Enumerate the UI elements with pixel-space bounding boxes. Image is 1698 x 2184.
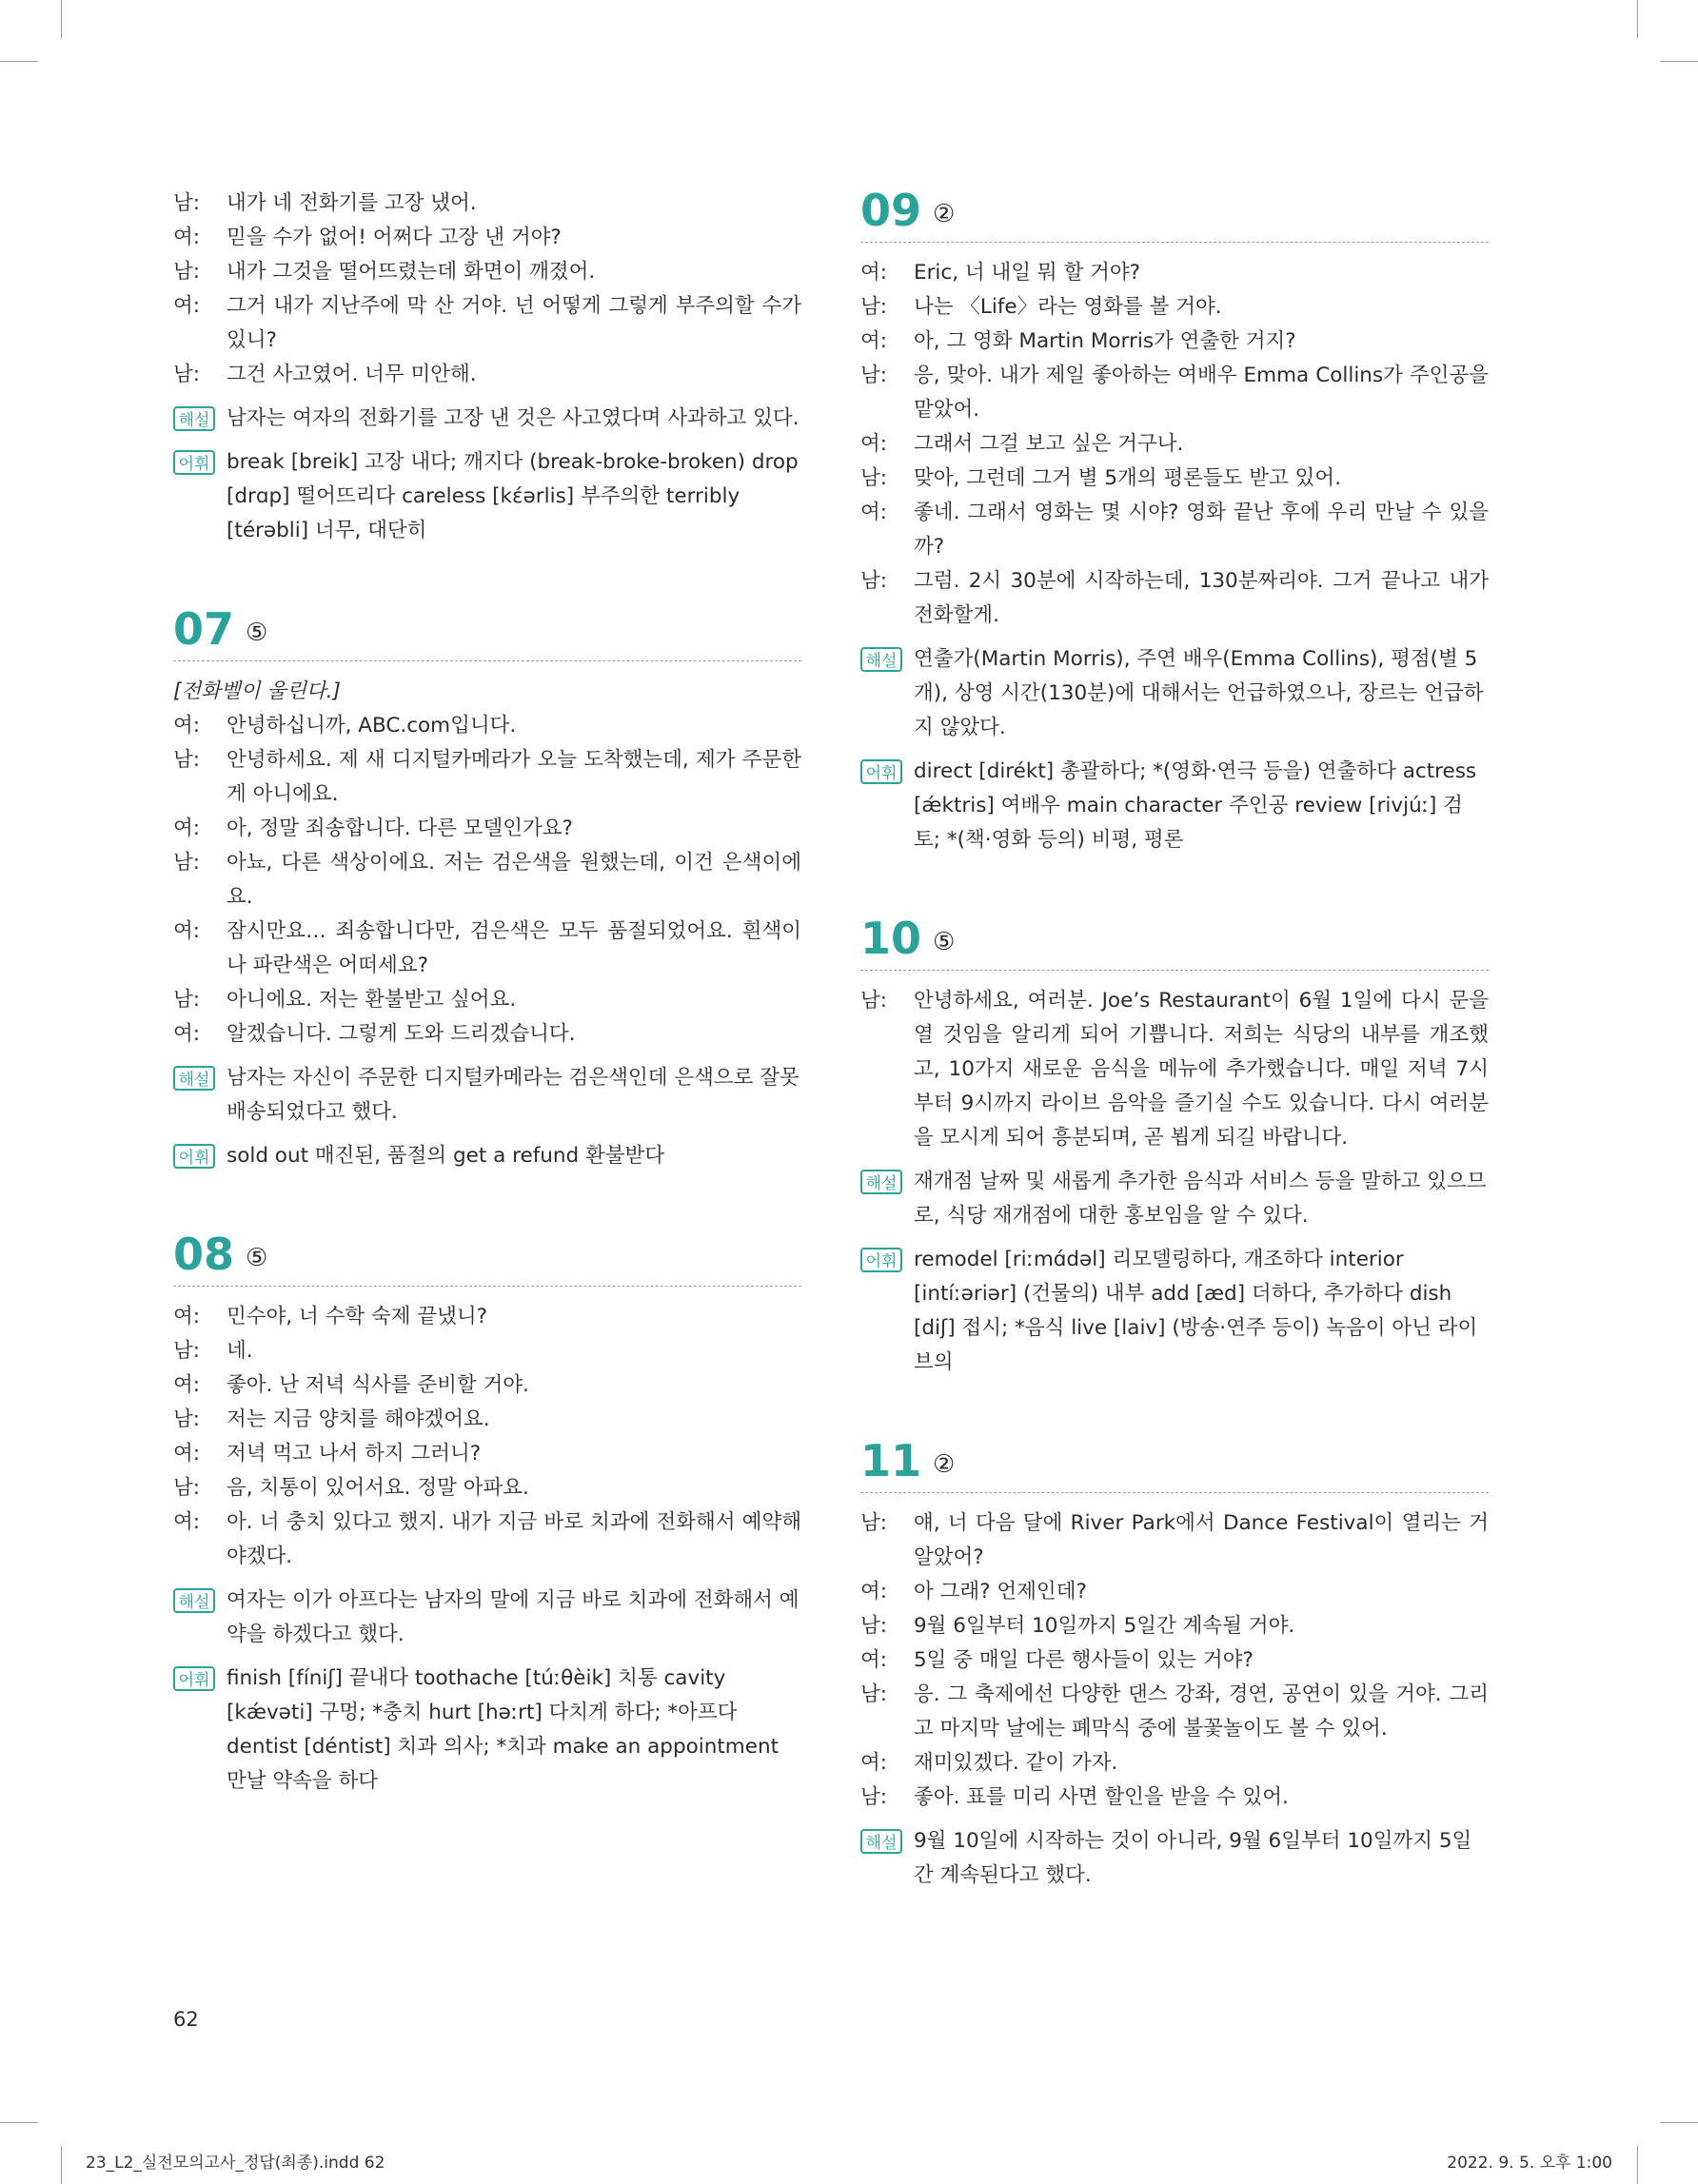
speaker-label: 남: bbox=[173, 260, 201, 284]
speaker-label: 여: bbox=[173, 1510, 201, 1534]
left-column bbox=[173, 187, 801, 1799]
speaker-label: 남: bbox=[173, 748, 201, 772]
explanation-badge: 해설 bbox=[860, 1170, 902, 1194]
crop-mark bbox=[1637, 2146, 1638, 2184]
answer-mark: ⑤ bbox=[246, 1244, 268, 1272]
speaker-label: 여: bbox=[173, 1022, 201, 1046]
dialogue-text: 내가 네 전화기를 고장 냈어. bbox=[227, 191, 477, 215]
dialogue-line bbox=[173, 1368, 801, 1403]
question-08-notes bbox=[173, 1584, 801, 1799]
question-08-dialogue bbox=[173, 1300, 801, 1574]
dialogue-line bbox=[173, 187, 801, 221]
question-09-dialogue bbox=[860, 256, 1489, 633]
vocabulary-badge: 어휘 bbox=[173, 1666, 215, 1691]
page-number: 62 bbox=[173, 2008, 199, 2031]
explanation-badge: 해설 bbox=[173, 406, 215, 431]
vocabulary-note bbox=[173, 1662, 801, 1799]
explanation-badge: 해설 bbox=[173, 1588, 215, 1613]
dialogue-line bbox=[173, 846, 801, 915]
question-10-dialogue bbox=[860, 984, 1489, 1155]
speaker-label: 여: bbox=[860, 432, 888, 456]
dialogue-text: 나는 〈Life〉라는 영화를 볼 거야. bbox=[914, 295, 1222, 319]
dialogue-text: 음, 치통이 있어서요. 정말 아파요. bbox=[227, 1476, 529, 1500]
explanation-note bbox=[173, 402, 801, 436]
speaker-label: 여: bbox=[173, 714, 201, 738]
dialogue-line bbox=[173, 358, 801, 392]
explanation-note bbox=[173, 1584, 801, 1652]
question-10-notes bbox=[860, 1165, 1489, 1380]
question-11-notes bbox=[860, 1824, 1489, 1893]
answer-mark: ② bbox=[933, 1450, 956, 1479]
crop-mark bbox=[0, 61, 38, 62]
speaker-label: 남: bbox=[860, 1511, 888, 1535]
dialogue-text: 안녕하세요, 여러분. Joe’s Restaurant이 6월 1일에 다시 문을 열 것임을 알리게 되어 기쁩니다. 저희는 식당의 내부를 개조했고, 10가지 새로운 음식을 메뉴에 추가했습니다. 매일 저녁 7시부터 9시까지 라이브 음악을 즐기실 수도 있습니다. 다시 여러분을 모시게 되어 흥분되며, 곧 뵙게 되길 바랍니다. bbox=[914, 989, 1489, 1150]
question-10-header bbox=[860, 915, 1489, 971]
vocabulary-badge: 어휘 bbox=[860, 759, 902, 784]
dialogue-text: 네. bbox=[227, 1339, 253, 1363]
dialogue-text: 그래서 그걸 보고 싶은 거구나. bbox=[914, 432, 1184, 456]
crop-mark bbox=[0, 2122, 38, 2123]
dialogue-line bbox=[173, 1471, 801, 1505]
dialogue-line bbox=[860, 427, 1489, 462]
note-text: finish [fíniʃ] 끝내다 toothache [túːθèik] 치통 cavity [kǽvəti] 구멍; *충치 hurt [həːrt] 다치게 하다; *아프다 dentist [déntist] 치과 의사; *치과 make an appointment 만날 약속을 하다 bbox=[227, 1666, 780, 1793]
speaker-label: 여: bbox=[173, 226, 201, 249]
question-11-dialogue bbox=[860, 1506, 1489, 1815]
dialogue-line bbox=[860, 462, 1489, 496]
speaker-label: 여: bbox=[173, 1442, 201, 1466]
dialogue-line bbox=[173, 812, 801, 846]
speaker-label: 남: bbox=[860, 295, 888, 319]
dialogue-line bbox=[173, 1300, 801, 1334]
speaker-label: 남: bbox=[860, 1785, 888, 1809]
dialogue-line bbox=[173, 289, 801, 358]
note-text: 재개점 날짜 및 새롭게 추가한 음식과 서비스 등을 말하고 있으므로, 식당 재개점에 대한 홍보임을 알 수 있다. bbox=[914, 1170, 1487, 1228]
speaker-label: 남: bbox=[860, 989, 888, 1013]
speaker-label: 여: bbox=[173, 817, 201, 840]
note-text: sold out 매진된, 품절의 get a refund 환불받다 bbox=[227, 1144, 665, 1168]
dialogue-text: 응. 그 축제에선 다양한 댄스 강좌, 경연, 공연이 있을 거야. 그리고 마지막 날에는 폐막식 중에 불꽃놀이도 볼 수 있어. bbox=[914, 1682, 1489, 1741]
dialogue-line bbox=[173, 1017, 801, 1052]
speaker-label: 여: bbox=[860, 1580, 888, 1604]
speaker-label: 남: bbox=[173, 851, 201, 875]
note-text: 연출가(Martin Morris), 주연 배우(Emma Collins), 평점(별 5개), 상영 시간(130분)에 대해서는 언급하였으나, 장르는 언급하지 않았다. bbox=[914, 647, 1484, 739]
explanation-note bbox=[860, 1824, 1489, 1893]
speaker-label: 여: bbox=[860, 501, 888, 524]
note-text: remodel [riːmɑ́dəl] 리모델링하다, 개조하다 interior [intíːəriər] (건물의) 내부 add [æd] 더하다, 추가하다 dish [diʃ] 접시; *음식 live [laiv] (방송·연주 등이) 녹음이 아닌 라이브의 bbox=[914, 1248, 1478, 1374]
question-07-notes bbox=[173, 1061, 801, 1173]
note-text: break [breik] 고장 내다; 깨지다 (break-broke-broken) drop [drɑp] 떨어뜨리다 careless [kέərlis] 부주의한 terribly [térəbli] 너무, 대단히 bbox=[227, 450, 799, 542]
question-07-dialogue bbox=[173, 709, 801, 1052]
dialogue-line bbox=[860, 1678, 1489, 1746]
note-text: 남자는 여자의 전화기를 고장 낸 것은 사고였다며 사과하고 있다. bbox=[227, 406, 800, 430]
dialogue-line bbox=[173, 1505, 801, 1574]
dialogue-text: 맞아, 그런데 그거 별 5개의 평론들도 받고 있어. bbox=[914, 466, 1342, 490]
crop-mark bbox=[61, 0, 62, 38]
explanation-badge: 해설 bbox=[860, 647, 902, 672]
speaker-label: 남: bbox=[860, 1614, 888, 1638]
dialogue-line bbox=[173, 255, 801, 289]
vocabulary-note bbox=[173, 1139, 801, 1173]
question-number: 07 bbox=[173, 603, 235, 655]
dialogue-line bbox=[173, 709, 801, 743]
dialogue-line bbox=[860, 359, 1489, 427]
vocabulary-badge: 어휘 bbox=[173, 1144, 215, 1169]
speaker-label: 남: bbox=[860, 1682, 888, 1706]
question-09-header bbox=[860, 187, 1489, 243]
dialogue-line bbox=[860, 1506, 1489, 1575]
dialogue-line bbox=[860, 1609, 1489, 1643]
explanation-note bbox=[860, 1165, 1489, 1233]
answer-mark: ② bbox=[933, 200, 956, 228]
dialogue-line bbox=[860, 325, 1489, 359]
speaker-label: 여: bbox=[860, 1648, 888, 1672]
footer-file-name: 23_L2_실전모의고사_정답(최종).indd 62 bbox=[86, 2154, 385, 2173]
dialogue-line bbox=[173, 983, 801, 1017]
dialogue-line bbox=[860, 1575, 1489, 1609]
dialogue-line bbox=[860, 256, 1489, 290]
speaker-label: 여: bbox=[173, 1305, 201, 1328]
dialogue-line bbox=[173, 915, 801, 983]
dialogue-text: 그거 내가 지난주에 막 산 거야. 넌 어떻게 그렇게 부주의할 수가 있니? bbox=[227, 294, 801, 352]
dialogue-text: 아, 정말 죄송합니다. 다른 모델인가요? bbox=[227, 817, 573, 840]
question-number: 09 bbox=[860, 185, 922, 236]
dialogue-line bbox=[860, 496, 1489, 564]
dialogue-text: 아뇨, 다른 색상이에요. 저는 검은색을 원했는데, 이건 은색이에요. bbox=[227, 851, 801, 909]
explanation-badge: 해설 bbox=[173, 1066, 215, 1091]
dialogue-text: 내가 그것을 떨어뜨렸는데 화면이 깨졌어. bbox=[227, 260, 596, 284]
question-11-header bbox=[860, 1437, 1489, 1493]
dialogue-text: 저녁 먹고 나서 하지 그러니? bbox=[227, 1442, 482, 1466]
crop-mark bbox=[1637, 0, 1638, 38]
dialogue-line bbox=[860, 1643, 1489, 1678]
dialogue-text: 잠시만요… 죄송합니다만, 검은색은 모두 품절되었어요. 흰색이나 파란색은 어떠세요? bbox=[227, 919, 801, 977]
vocabulary-note bbox=[173, 445, 801, 548]
note-text: direct [dirékt] 총괄하다; *(영화·연극 등을) 연출하다 actress [ǽktris] 여배우 main character 주인공 review [rivjúː] 검토; *(책·영화 등의) 비평, 평론 bbox=[914, 759, 1477, 852]
dialogue-text: 알겠습니다. 그렇게 도와 드리겠습니다. bbox=[227, 1022, 576, 1046]
crop-mark bbox=[1660, 2122, 1698, 2123]
question-number: 08 bbox=[173, 1229, 235, 1280]
note-text: 남자는 자신이 주문한 디지털카메라는 검은색인데 은색으로 잘못 배송되었다고 했다. bbox=[227, 1066, 800, 1124]
dialogue-text: 안녕하세요. 제 새 디지털카메라가 오늘 도착했는데, 제가 주문한 게 아니에요. bbox=[227, 748, 801, 806]
question-07-header bbox=[173, 605, 801, 661]
explanation-note bbox=[173, 1061, 801, 1130]
answer-mark: ⑤ bbox=[933, 928, 956, 956]
vocabulary-badge: 어휘 bbox=[173, 450, 215, 475]
speaker-label: 여: bbox=[860, 329, 888, 353]
dialogue-text: 9월 6일부터 10일까지 5일간 계속될 거야. bbox=[914, 1614, 1295, 1638]
dialogue-text: 재미있겠다. 같이 가자. bbox=[914, 1751, 1118, 1775]
dialogue-text: 5일 중 매일 다른 행사들이 있는 거야? bbox=[914, 1648, 1254, 1672]
dialogue-line bbox=[860, 984, 1489, 1155]
question-08-header bbox=[173, 1230, 801, 1287]
dialogue-line bbox=[860, 1746, 1489, 1781]
question-number: 10 bbox=[860, 913, 922, 964]
dialogue-line bbox=[860, 290, 1489, 325]
intro-dialogue bbox=[173, 187, 801, 392]
footer-date: 2022. 9. 5. 오후 1:00 bbox=[1447, 2154, 1612, 2173]
speaker-label: 남: bbox=[173, 191, 201, 215]
question-09-notes bbox=[860, 642, 1489, 857]
speaker-label: 여: bbox=[173, 919, 201, 943]
speaker-label: 남: bbox=[173, 1407, 201, 1431]
dialogue-text: Eric, 너 내일 뭐 할 거야? bbox=[914, 261, 1141, 285]
dialogue-text: 아 그래? 언제인데? bbox=[914, 1580, 1087, 1604]
speaker-label: 남: bbox=[860, 466, 888, 490]
speaker-label: 여: bbox=[173, 294, 201, 318]
dialogue-text: 좋아. 난 저녁 식사를 준비할 거야. bbox=[227, 1373, 529, 1397]
dialogue-line bbox=[173, 1403, 801, 1437]
crop-mark bbox=[1660, 61, 1698, 62]
dialogue-text: 민수야, 너 수학 숙제 끝냈니? bbox=[227, 1305, 488, 1328]
note-text: 9월 10일에 시작하는 것이 아니라, 9월 6일부터 10일까지 5일간 계속된다고 했다. bbox=[914, 1829, 1472, 1887]
stage-direction: [전화벨이 울린다.] bbox=[173, 679, 341, 703]
dialogue-text: 좋아. 표를 미리 사면 할인을 받을 수 있어. bbox=[914, 1785, 1289, 1809]
vocabulary-note bbox=[860, 755, 1489, 857]
speaker-label: 남: bbox=[173, 1476, 201, 1500]
dialogue-line bbox=[173, 1437, 801, 1471]
dialogue-line bbox=[173, 1334, 801, 1368]
speaker-label: 남: bbox=[173, 988, 201, 1012]
speaker-label: 남: bbox=[860, 569, 888, 593]
dialogue-text: 안녕하십니까, ABC.com입니다. bbox=[227, 714, 517, 738]
explanation-badge: 해설 bbox=[860, 1829, 902, 1854]
dialogue-text: 저는 지금 양치를 해야겠어요. bbox=[227, 1407, 490, 1431]
speaker-label: 여: bbox=[860, 261, 888, 285]
vocabulary-note bbox=[860, 1243, 1489, 1380]
dialogue-text: 믿을 수가 없어! 어쩌다 고장 낸 거야? bbox=[227, 226, 562, 249]
speaker-label: 여: bbox=[860, 1751, 888, 1775]
dialogue-text: 아, 그 영화 Martin Morris가 연출한 거지? bbox=[914, 329, 1296, 353]
crop-mark bbox=[61, 2146, 62, 2184]
right-column bbox=[860, 187, 1489, 1893]
dialogue-text: 그건 사고였어. 너무 미안해. bbox=[227, 363, 477, 386]
vocabulary-badge: 어휘 bbox=[860, 1248, 902, 1272]
dialogue-text: 아니에요. 저는 환불받고 싶어요. bbox=[227, 988, 517, 1012]
dialogue-line bbox=[173, 743, 801, 812]
speaker-label: 여: bbox=[173, 1373, 201, 1397]
intro-notes bbox=[173, 402, 801, 548]
dialogue-text: 그럼. 2시 30분에 시작하는데, 130분짜리야. 그거 끝나고 내가 전화할게. bbox=[914, 569, 1489, 627]
dialogue-text: 얘, 너 다음 달에 River Park에서 Dance Festival이 열리는 거 알았어? bbox=[914, 1511, 1489, 1569]
explanation-note bbox=[860, 642, 1489, 745]
dialogue-text: 아. 너 충치 있다고 했지. 내가 지금 바로 치과에 전화해서 예약해야겠다. bbox=[227, 1510, 801, 1568]
speaker-label: 남: bbox=[860, 364, 888, 387]
answer-mark: ⑤ bbox=[246, 619, 268, 647]
note-text: 여자는 이가 아프다는 남자의 말에 지금 바로 치과에 전화해서 예약을 하겠다고 했다. bbox=[227, 1588, 800, 1646]
dialogue-line bbox=[173, 221, 801, 255]
speaker-label: 남: bbox=[173, 1339, 201, 1363]
dialogue-line bbox=[860, 1781, 1489, 1815]
dialogue-text: 응, 맞아. 내가 제일 좋아하는 여배우 Emma Collins가 주인공을 맡았어. bbox=[914, 364, 1489, 422]
dialogue-line bbox=[860, 564, 1489, 633]
question-number: 11 bbox=[860, 1435, 922, 1486]
dialogue-text: 좋네. 그래서 영화는 몇 시야? 영화 끝난 후에 우리 만날 수 있을까? bbox=[914, 501, 1489, 559]
speaker-label: 남: bbox=[173, 363, 201, 386]
